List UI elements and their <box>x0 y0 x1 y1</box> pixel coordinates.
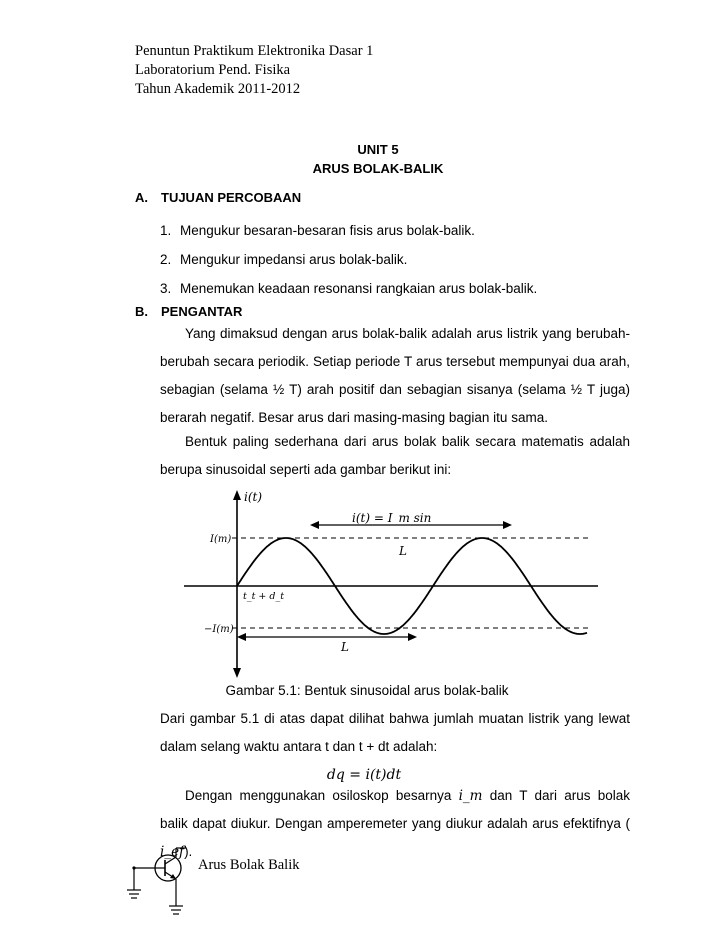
text-segment: Dengan menggunakan osiloskop besarnya <box>185 788 452 803</box>
equation-text: dq = i(t)dt <box>326 767 402 783</box>
document-header <box>135 42 373 99</box>
header-year: Tahun Akademik 2011-2012 <box>135 81 301 97</box>
section-a-letter: A. <box>135 190 148 205</box>
top-period-arrowhead-right <box>503 521 512 529</box>
objectives-list <box>160 216 537 303</box>
paragraph-intro: Yang dimaksud dengan arus bolak-balik adalah arus listrik yang berubah-berubah secara periodik. Setiap periode T arus tersebut mempunyai dua arah, sebagian (selama ½ T) arah positif dan sebagian sisanya (selama ½ T juga) berarah negatif. Besar arus dari masing-masing bagian itu sama. <box>160 326 630 425</box>
figure-caption: Gambar 5.1: Bentuk sinusoidal arus bolak-balik <box>225 683 509 698</box>
section-a-heading <box>135 190 301 205</box>
positive-level-label: I(m) <box>210 534 232 545</box>
list-item-number: 1. <box>160 223 172 238</box>
negative-level-label: −I(m) <box>204 624 234 635</box>
list-item-text: Mengukur besaran-besaran fisis arus bolak-balik. <box>180 223 475 238</box>
paragraph-oscilloscope <box>160 782 630 866</box>
y-axis-arrow-top <box>233 490 241 500</box>
y-axis-label: i(t) <box>244 490 263 504</box>
bottom-period-label: L <box>341 640 349 654</box>
section-b-letter: B. <box>135 304 148 319</box>
unit-title: ARUS BOLAK-BALIK <box>312 161 444 176</box>
sinusoid-figure <box>170 480 610 680</box>
symbol-ief: i_ef <box>160 844 185 860</box>
header-course: Penuntun Praktikum Elektronika Dasar 1 <box>135 43 374 59</box>
figure-equation: i(t) = I_m sin <box>352 511 432 525</box>
list-item-number: 2. <box>160 252 172 267</box>
text-segment: dan T dari arus bolak balik dapat diukur. Dengan amperemeter yang diukur adalah arus efektifnya ( <box>160 788 630 831</box>
list-item <box>160 245 537 274</box>
top-period-arrowhead-left <box>310 521 319 529</box>
top-period-label: L <box>399 544 407 558</box>
header-lab: Laboratorium Pend. Fisika <box>135 62 291 78</box>
unit-heading <box>0 140 728 178</box>
list-item-number: 3. <box>160 281 172 296</box>
origin-label: t_t + d_t <box>243 591 285 602</box>
unit-number: UNIT 5 <box>357 142 399 157</box>
paragraph-charge: Dari gambar 5.1 di atas dapat dilihat bahwa jumlah muatan listrik yang lewat dalam selang waktu antara t dan t + dt adalah: <box>160 711 630 754</box>
bottom-period-arrowhead-right <box>408 633 417 641</box>
y-axis-arrow-bottom <box>233 668 241 678</box>
section-b-heading <box>135 304 242 319</box>
bottom-period-arrowhead-left <box>237 633 246 641</box>
section-a-title: TUJUAN PERCOBAAN <box>161 190 302 205</box>
list-item-text: Mengukur impedansi arus bolak-balik. <box>180 252 408 267</box>
list-item <box>160 274 537 303</box>
section-b-title: PENGANTAR <box>161 304 243 319</box>
footer-title: Arus Bolak Balik <box>198 857 300 873</box>
equation-charge <box>0 766 728 783</box>
transistor-circuit-icon <box>124 840 194 920</box>
list-item <box>160 216 537 245</box>
text-segment: ). <box>184 844 193 859</box>
list-item-text: Menemukan keadaan resonansi rangkaian arus bolak-balik. <box>180 281 538 296</box>
symbol-im: i_m <box>458 788 483 804</box>
paragraph-sinusoid: Bentuk paling sederhana dari arus bolak balik secara matematis adalah berupa sinusoidal seperti ada gambar berikut ini: <box>160 434 630 477</box>
